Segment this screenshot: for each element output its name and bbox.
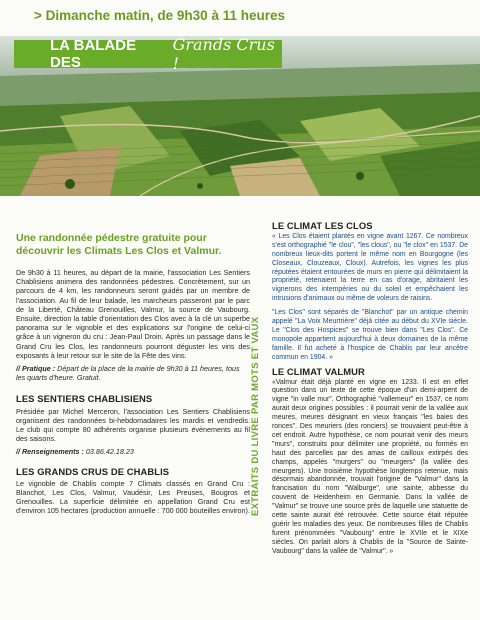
- valmur-paragraph: «Valmur était déjà planté en vigne en 1233. Il est en effet question dans un texte de cette époque d'un demi-arpent de vigne "in valle mur". Orthographié "vallemeur" en 1537, ce nom aurait deux origines possibles : il pourrait venir de la vallée aux meures, meures désignant en vieux français "les baies des ronces". Des meuriers (des ronciers) se trouvaient peut-être à cet endroit. Autre hypothèse, ce nom pourrait venir des meurs "murs", construits pour délimiter une propriété, ou formés en haut des parcelles par des amas de cailloux extirpés des champs, appelés "murgers" ou "meurgers" (la vallée des meurgers). Une troisième hypothèse longtemps retenue, mais désormais abandonnée, trouvait l'origine de "Valmur" dans la francisation du nom "Walburge", une sainte, abbesse du couvent de Heidenheim en Germanie. Dans la vallée de "Valmur" se trouve une source près de laquelle une statuette de cette sainte aurait été retrouvée. Cette source était réputée guérir les maladies des yeux. De nombreuses filles de Chablis furent prénommées "Vaubourg" entre le XVIIe et le XIXe siècles. On parlait alors à Chablis de la "Source de Sainte-Vaubourg" dans la vallée de "Valmur". »: [272, 378, 468, 555]
- banner-title: LA BALADE DES: [50, 37, 137, 71]
- title-banner: [14, 35, 282, 73]
- lead-text: Une randonnée pédestre gratuite pour découvrir les Climats Les Clos et Valmur.: [16, 232, 222, 257]
- clos-paragraph-2: "Les Clos" sont séparés de "Blanchot" par un antique chemin appelé "La Voix Meurtrière" déjà citée au début du XVIe siècle. Le "Clos des Hospices" se trouve bien dans "Les Clos". Ce monopole appartient aujourd'hui à deux domaines de la même famille. Il fut acheté à l'hospice de Chablis par leur ancêtre commun en 1904. »: [272, 309, 468, 361]
- practical-info: [16, 364, 250, 382]
- contact-phone: 03.86.42.18.23: [85, 447, 134, 457]
- valmur-heading: LE CLIMAT VALMUR: [272, 365, 365, 377]
- banner-script-title: Grands Crus !: [172, 35, 275, 73]
- clos-paragraph-1: « Les Clos étaient plantés en vigne avant 1267. Ce nombreux s'est orthographié "le clou", "les clous", ou "le clox" en 1537. De nombreux lieux-dits portent le même nom en Bourgogne (les Closeaux, Clouzeaux, Cloux). Autrefois, les vignes les plus réputées étaient entourées de murs en pierre qui délimitaient la propriété, retenaient la terre en cas d'orage, abritaient les vignerons des intempéries ou du soleil et empêchaient les intrusions d'animaux ou même de voleurs de raisins.: [272, 232, 468, 303]
- right-column: [272, 222, 468, 557]
- side-caption-text: EXTRAITS DU LIVRE PAR MOTS ET VAUX: [250, 316, 261, 516]
- event-description: De 9h30 à 11 heures, au départ de la mairie, l'association Les Sentiers Chablisiens animera des randonnées pédestres. Concrètement, sur un parcours de 4 km, les randonneurs seront guidés par un membre de l'association. Au fil de leur balade, les marcheurs passeront par le parc de la Liberté, Château Grenouilles, Valmur, la source de Vaubourg. Ensuite, direction la table d'orientation des Clos avec à la clé un superbe panorama sur le vignoble et des explications sur l'origine de celui-ci grâce à un vigneron du cru : Jean-Paul Droin. Après un passage dans le Grand Cru les Clos, les randonneurs pourront déguster les vins des exposants à leur retour sur le site de la Fête des vins.: [16, 268, 250, 360]
- clos-heading: LE CLIMAT LES CLOS: [272, 220, 373, 231]
- grands-crus-description: Le vignoble de Chablis compte 7 Climats classés en Grand Cru : Blanchot, Les Clos, Valmur, Vaudésir, Les Preuses, Bougros et Grenouilles. La superficie délimitée en appellation Grand Cru est d'environ 105 hectares (production annuelle : 700 000 bouteilles environ).: [16, 478, 250, 516]
- sentiers-heading: LES SENTIERS CHABLISIENS: [16, 393, 153, 405]
- practical-label: // Pratique :: [16, 364, 56, 374]
- left-column: [16, 232, 250, 520]
- event-time-heading: > Dimanche matin, de 9h30 à 11 heures: [34, 8, 285, 23]
- contact-info: [16, 447, 250, 456]
- practical-text: Départ de la place de la mairie de 9h30 à 11 heures, tous les quarts d'heure. Gratuit.: [16, 364, 240, 383]
- contact-label: // Renseignements :: [16, 447, 84, 457]
- grands-crus-heading: LES GRANDS CRUS DE CHABLIS: [16, 465, 170, 477]
- sentiers-description: Présidée par Michel Merceron, l'association Les Sentiers Chablisiens organisent des randonnées bi-hebdomadaires les mardis et vendredis. Le club qui compte 80 adhérents organise plusieurs évènements au fil des saisons.: [16, 406, 250, 444]
- side-caption: [248, 216, 266, 516]
